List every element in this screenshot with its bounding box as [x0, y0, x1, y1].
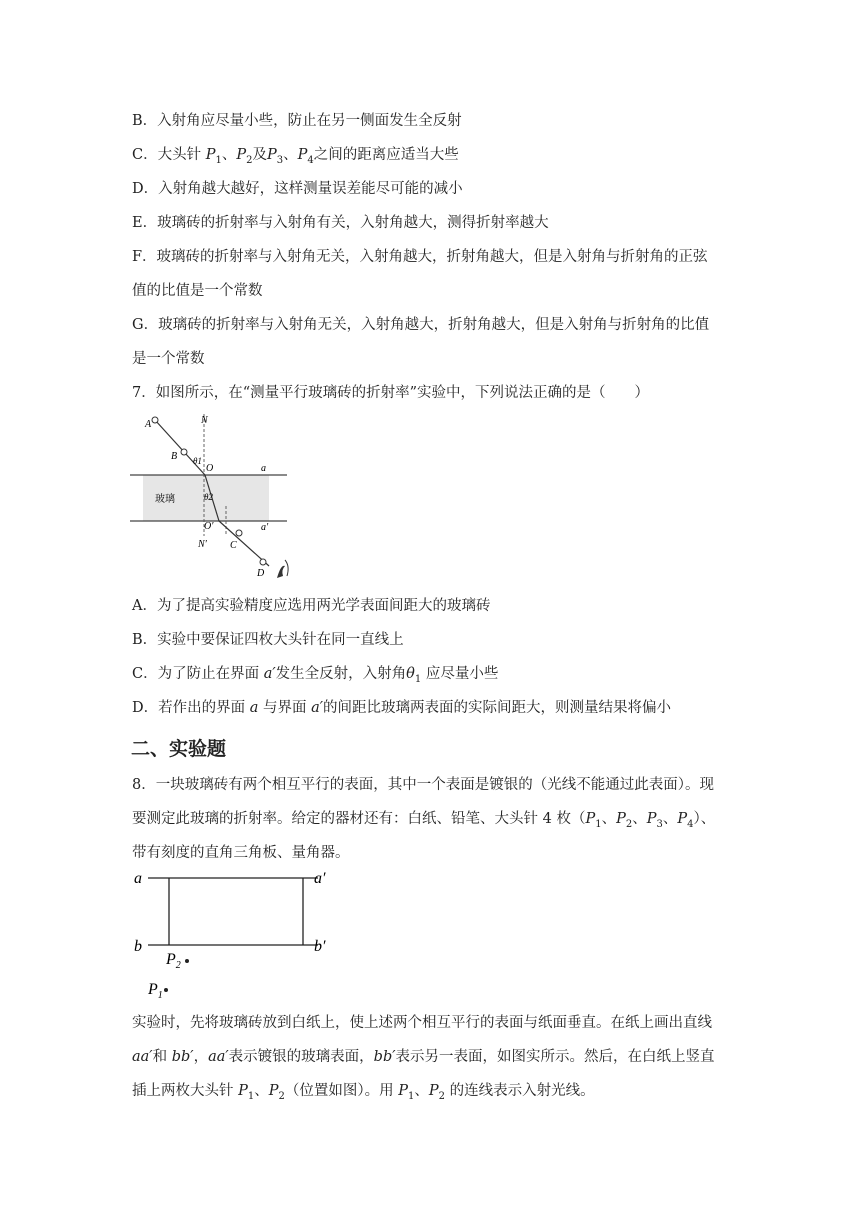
label-b: B: [171, 451, 178, 462]
q6-option-d: D．入射角越大越好，这样测量误差能尽可能的减小: [132, 181, 463, 197]
q8-glass-figure: [128, 866, 348, 1006]
label-c: C: [230, 540, 237, 551]
q8-line2: 要测定此玻璃的折射率。给定的器材还有：白纸、铅笔、大头针 4 枚（$P_1$、$P_2$、$P_3$、$P_4$）、: [132, 811, 716, 830]
label-n: N: [201, 415, 208, 426]
q6-option-e: E．玻璃砖的折射率与入射角有关，入射角越大，测得折射率越大: [132, 215, 549, 231]
label-surface-a-prime: a′: [261, 522, 269, 533]
q8-line4: 实验时，先将玻璃砖放到白纸上，使上述两个相互平行的表面与纸面垂直。在纸上画出直线: [132, 1015, 712, 1031]
label-o-prime: O′: [204, 521, 214, 532]
q8-line6: 插上两枚大头针 $P_1$、$P_2$（位置如图）。用 $P_1$、$P_2$ 的连线表示入射光线。: [132, 1083, 595, 1102]
q6-option-g-line2: 是一个常数: [132, 351, 205, 367]
q6-option-b: B．入射角应尽量小些，防止在另一侧面发生全反射: [132, 113, 462, 129]
q6-option-g-line1: G．玻璃砖的折射率与入射角无关，入射角越大，折射角越大，但是入射角与折射角的比值: [132, 317, 710, 333]
q6-option-c: C．大头针 $P_1$、$P_2$及$P_3$、$P_4$之间的距离应适当大些: [132, 147, 459, 166]
label-b-prime: b′: [314, 938, 326, 955]
label-theta1: θ1: [193, 456, 202, 466]
label-a: A: [145, 419, 152, 430]
q6-option-f-line2: 值的比值是一个常数: [132, 283, 263, 299]
label-o: O: [206, 463, 214, 474]
label-theta2: θ2: [204, 492, 213, 502]
label-glass: 玻璃: [155, 494, 175, 505]
q8-line5: aa′和 bb′，aa′表示镀银的玻璃表面，bb′表示另一表面，如图实所示。然后，在白纸上竖直: [132, 1049, 715, 1065]
label-p1: $P_1$: [148, 981, 163, 1001]
label-d: D: [257, 568, 265, 579]
label-p2: $P_2$: [166, 951, 181, 971]
label-a: a: [134, 870, 142, 887]
label-a-prime: a′: [314, 870, 326, 887]
q7-option-c: C．为了防止在界面 a′发生全反射，入射角$\theta_1$ 应尽量小些: [132, 666, 499, 685]
q7-option-b: B．实验中要保证四枚大头针在同一直线上: [132, 632, 404, 648]
label-b: b: [134, 938, 142, 955]
q7-option-d: D．若作出的界面 a 与界面 a′的间距比玻璃两表面的实际间距大，则测量结果将偏小: [132, 700, 672, 716]
q7-refraction-figure: [125, 408, 305, 588]
label-surface-a: a: [261, 463, 266, 474]
q7-stem: 7．如图所示，在“测量平行玻璃砖的折射率”实验中，下列说法正确的是（ ）: [132, 385, 650, 401]
q8-line3: 带有刻度的直角三角板、量角器。: [132, 845, 350, 861]
section-title: 二、实验题: [131, 738, 227, 760]
q7-option-a: A．为了提高实验精度应选用两光学表面间距大的玻璃砖: [132, 598, 491, 614]
q6-option-f-line1: F．玻璃砖的折射率与入射角无关，入射角越大，折射角越大，但是入射角与折射角的正弦: [132, 249, 708, 265]
label-n-prime: N′: [198, 539, 207, 550]
q8-line1: 8．一块玻璃砖有两个相互平行的表面，其中一个表面是镀银的（光线不能通过此表面）。现: [132, 777, 714, 793]
